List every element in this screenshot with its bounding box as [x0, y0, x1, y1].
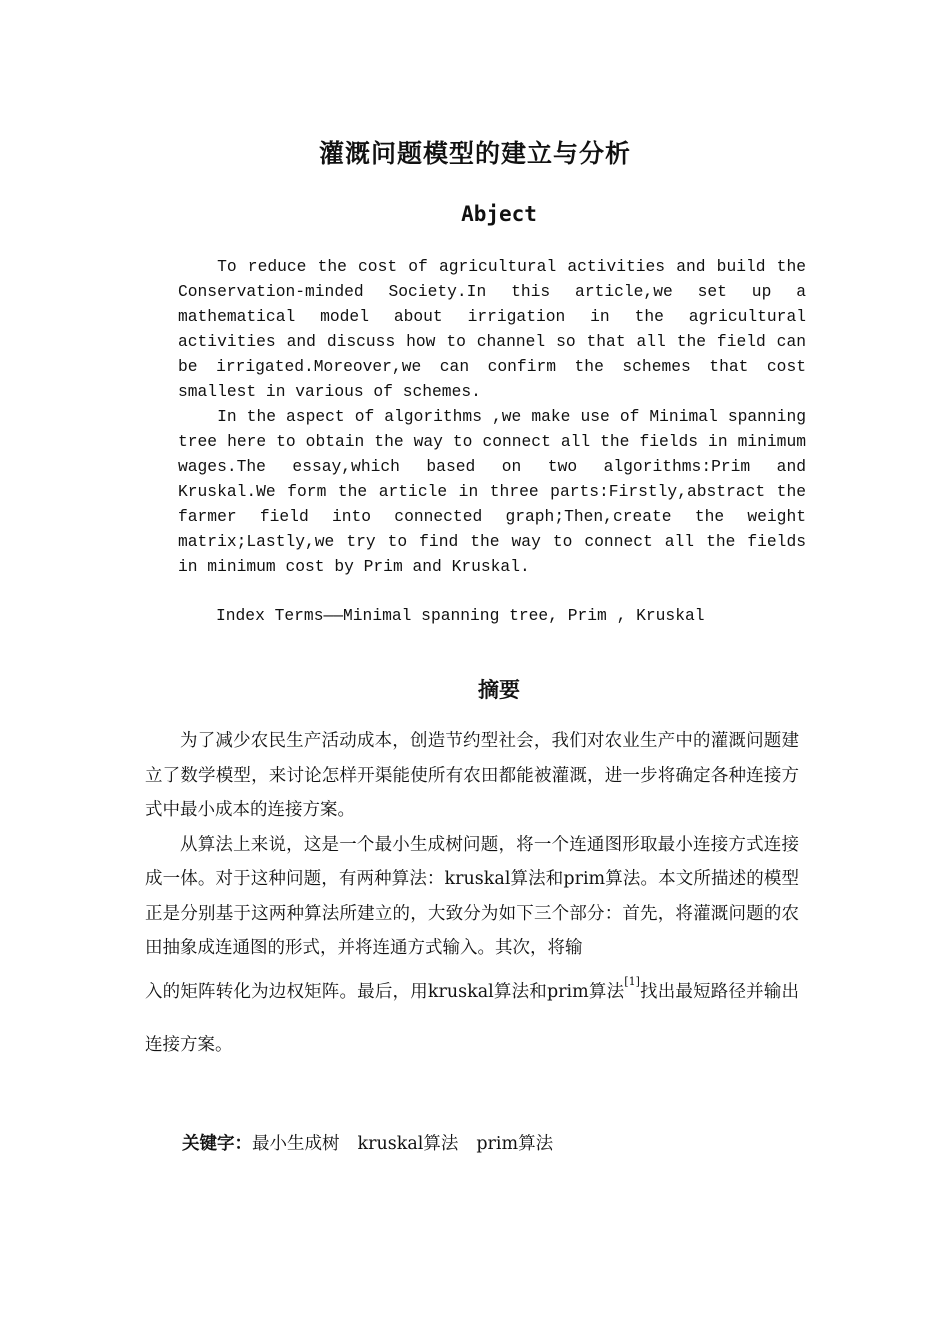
- english-abstract-paragraph-2: In the aspect of algorithms ,we make use of Minimal spanning tree here to obtain the way to connect all the fields in minimum wages.The essay,which based on two algorithms:Prim and Kruskal.We form the article in three parts:Firstly,abstract the farmer field into connected graph;Then,create the weight matrix;Lastly,we try to find the way to connect all the fields in minimum cost by Prim and Kruskal.: [178, 407, 806, 576]
- citation-reference[interactable]: [1]: [624, 974, 640, 988]
- keyword: prim算法: [476, 1134, 554, 1154]
- chinese-abstract: [145, 724, 799, 1072]
- english-abstract-heading: Abject: [461, 202, 537, 226]
- paper-title: 灌溉问题模型的建立与分析: [318, 139, 631, 168]
- chinese-abstract-paragraph-2-continued: [145, 966, 799, 1072]
- chinese-abstract-heading: 摘要: [478, 678, 520, 702]
- chinese-abstract-paragraph-2-text-continued: 入的矩阵转化为边权矩阵。最后，用kruskal算法和prim算法: [145, 981, 625, 1002]
- english-abstract-paragraph-1: To reduce the cost of agricultural activities and build the Conservation-minded Society.In this article,we set up a mathematical model about irrigation in the agricultural activities and discuss how to channel so that all the field can be irrigated.Moreover,we can confirm the schemes that cost smallest in various of schemes.: [178, 257, 806, 401]
- chinese-abstract-paragraph-2: [145, 828, 799, 966]
- chinese-abstract-paragraph-1: 为了减少农民生产活动成本，创造节约型社会，我们对农业生产中的灌溉问题建立了数学模型，来讨论怎样开渠能使所有农田都能被灌溉，进一步将确定各种连接方式中最小成本的连接方案。: [145, 731, 799, 820]
- keywords-label: 关键字：: [182, 1134, 252, 1154]
- english-abstract: [178, 254, 806, 579]
- keyword: 最小生成树: [252, 1134, 340, 1154]
- index-terms: Index Terms——Minimal spanning tree, Prim , Kruskal: [216, 606, 705, 625]
- keywords-line: [182, 1131, 553, 1157]
- chinese-abstract-paragraph-2-text-end: 找出最短路径并输出连接方案。: [145, 981, 800, 1055]
- keyword: kruskal算法: [357, 1134, 459, 1154]
- chinese-abstract-paragraph-2-text: 从算法上来说，这是一个最小生成树问题，将一个连通图形取最小连接方式连接成一体。对于这种问题，有两种算法：kruskal算法和prim算法。本文所描述的模型正是分别基于这两种算法所建立的，大致分为如下三个部分：首先，将灌溉问题的农田抽象成连通图的形式，并将连通方式输入。其次，将输: [145, 834, 799, 958]
